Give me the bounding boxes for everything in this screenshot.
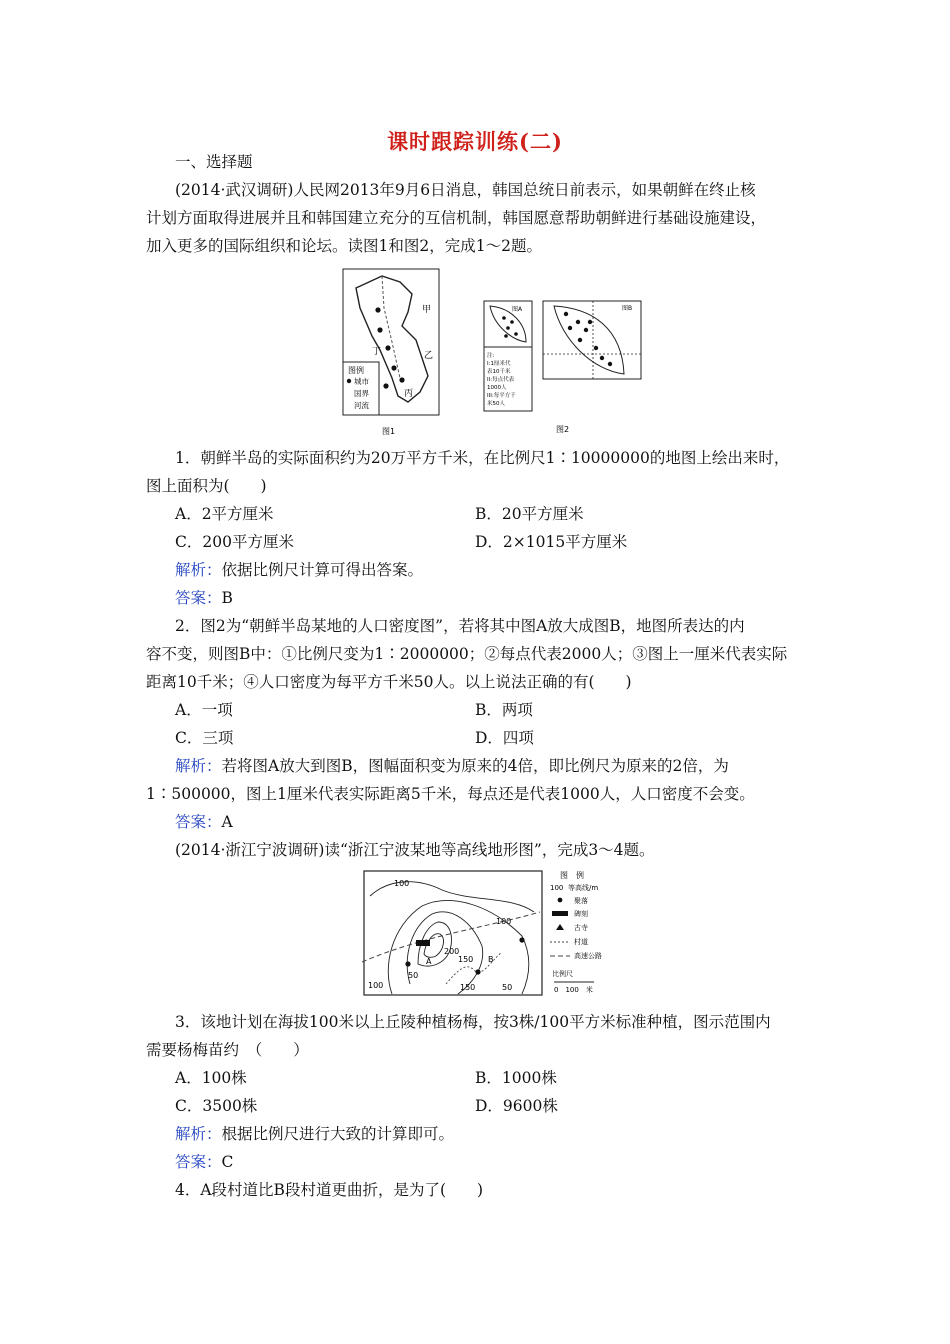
figure-3-legend-title: 图 例: [560, 871, 584, 880]
svg-text:50: 50: [502, 983, 513, 992]
q1-stem-line: 图上面积为( ): [146, 477, 267, 495]
label-ding: 丁: [372, 347, 382, 357]
village-dot: [475, 969, 480, 974]
q3-option-d: D．9600株: [475, 1097, 558, 1115]
map-b-label: 图B: [622, 305, 633, 312]
figure-2-caption: 图2: [556, 425, 570, 434]
svg-text:古寺: 古寺: [574, 924, 588, 932]
scale-title: 比例尺: [552, 970, 573, 978]
q3-stem-line: 需要杨梅苗约 （ ）: [146, 1041, 309, 1059]
q3-option-c: C．3500株: [175, 1097, 258, 1115]
svg-text:A: A: [426, 957, 432, 966]
stele-marker: [416, 940, 430, 946]
svg-text:II:每点代表: II:每点代表: [487, 377, 515, 383]
city-dot: [385, 345, 390, 350]
q3-option-a: A．100株: [175, 1069, 247, 1087]
village-dot: [519, 937, 524, 942]
q1-option-d: D．2×1015平方厘米: [475, 533, 628, 551]
svg-text:聚落: 聚落: [574, 897, 588, 905]
intro-paragraph-2: (2014·浙江宁波调研)读“浙江宁波某地等高线地形图”，完成3～4题。: [175, 841, 655, 859]
q3-analysis: 解析：根据比例尺进行大致的计算即可。: [175, 1125, 455, 1143]
intro-paragraph-line: 加入更多的国际组织和论坛。读图1和图2，完成1～2题。: [146, 237, 542, 255]
svg-text:150: 150: [458, 955, 474, 964]
city-dot: [383, 383, 388, 388]
figure-1-caption: 图1: [382, 427, 396, 436]
q2-answer: 答案：A: [175, 813, 233, 831]
figure-1-legend-title: 图例: [348, 366, 364, 375]
section-heading: 一、选择题: [175, 153, 253, 171]
label-jia: 甲: [422, 305, 432, 315]
contour-map-frame: [364, 871, 542, 995]
legend-city: 城市: [354, 377, 369, 386]
legend-river: 河流: [354, 401, 369, 410]
scale-bar-label: 0 100 米: [554, 986, 593, 994]
svg-text:100: 100: [368, 981, 384, 990]
q2-option-a: A．一项: [175, 701, 233, 719]
page-title: 课时跟踪训练(二): [387, 129, 563, 154]
svg-text:米50人: 米50人: [487, 401, 505, 407]
q2-analysis: 解析：若将图A放大到图B，图幅面积变为原来的4倍，即比例尺为原来的2倍，为: [175, 757, 729, 775]
q3-option-b: B．1000株: [475, 1069, 557, 1087]
q2-stem-line: 距离10千米；④人口密度为每平方千米50人。以上说法正确的有( ): [146, 673, 632, 691]
q1-option-b: B．20平方厘米: [475, 505, 584, 523]
figure-1-map: [342, 268, 442, 440]
svg-text:1000人: 1000人: [487, 385, 507, 391]
city-dot: [377, 327, 382, 332]
city-dot: [375, 307, 380, 312]
svg-text:100: 100: [394, 879, 410, 888]
map-b-frame: [543, 301, 641, 379]
intro-paragraph-line: (2014·武汉调研)人民网2013年9月6日消息，韩国总统日前表示，如果朝鲜在终止核: [175, 181, 756, 199]
q2-analysis-cont: 1∶500000，图上1厘米代表实际距离5千米，每点还是代表1000人，人口密度不会变。: [146, 785, 755, 803]
svg-text:等高线/m: 等高线/m: [568, 884, 599, 892]
svg-text:高速公路: 高速公路: [574, 952, 602, 960]
svg-text:150: 150: [460, 983, 476, 992]
q3-answer: 答案：C: [175, 1153, 234, 1171]
intro-paragraph-line: 计划方面取得进展并且和韩国建立充分的互信机制，韩国愿意帮助朝鲜进行基础设施建设，: [146, 209, 767, 227]
svg-text:B: B: [488, 955, 494, 964]
city-dot: [391, 365, 396, 370]
svg-text:表10千米: 表10千米: [487, 369, 511, 375]
svg-text:注:: 注:: [487, 353, 495, 359]
q1-option-c: C．200平方厘米: [175, 533, 294, 551]
svg-text:100: 100: [550, 884, 564, 892]
village-dot: [405, 961, 410, 966]
q1-option-a: A．2平方厘米: [175, 505, 274, 523]
q2-option-d: D．四项: [475, 729, 534, 747]
svg-text:I:1厘米代: I:1厘米代: [487, 361, 511, 367]
q4-stem: 4．A段村道比B段村道更曲折，是为了( ): [175, 1181, 484, 1199]
q2-option-c: C．三项: [175, 729, 234, 747]
svg-text:村道: 村道: [574, 938, 588, 946]
figure-3-contour-map: [362, 866, 632, 998]
q2-stem-line: 2．图2为“朝鲜半岛某地的人口密度图”，若将其中图A放大成图B，地图所表达的内: [175, 617, 745, 635]
svg-text:碑刻: 碑刻: [574, 910, 588, 918]
legend-border: 国界: [354, 389, 369, 398]
svg-text:III:每平方千: III:每平方千: [487, 393, 516, 399]
q2-stem-line: 容不变，则图B中：①比例尺变为1∶2000000；②每点代表2000人；③图上一厘米代表实际: [146, 645, 788, 663]
label-yi: 乙: [424, 351, 434, 361]
map-a-label: 图A: [512, 306, 523, 313]
label-bing: 丙: [404, 389, 414, 399]
figure-2-maps: [482, 300, 644, 440]
svg-text:100: 100: [496, 917, 512, 926]
svg-text:50: 50: [408, 971, 419, 980]
svg-text:200: 200: [444, 947, 460, 956]
city-dot: [399, 377, 404, 382]
q1-analysis: 解析：依据比例尺计算可得出答案。: [175, 561, 424, 579]
q1-answer: 答案：B: [175, 589, 233, 607]
q3-stem-line: 3．该地计划在海拔100米以上丘陵种植杨梅，按3株/100平方米标准种植，图示范围内: [175, 1013, 771, 1031]
map-b-region: [554, 306, 624, 374]
q1-stem-line: 1．朝鲜半岛的实际面积约为20万平方千米，在比例尺1∶10000000的地图上绘出来时，: [175, 449, 790, 467]
q2-option-b: B．两项: [475, 701, 533, 719]
